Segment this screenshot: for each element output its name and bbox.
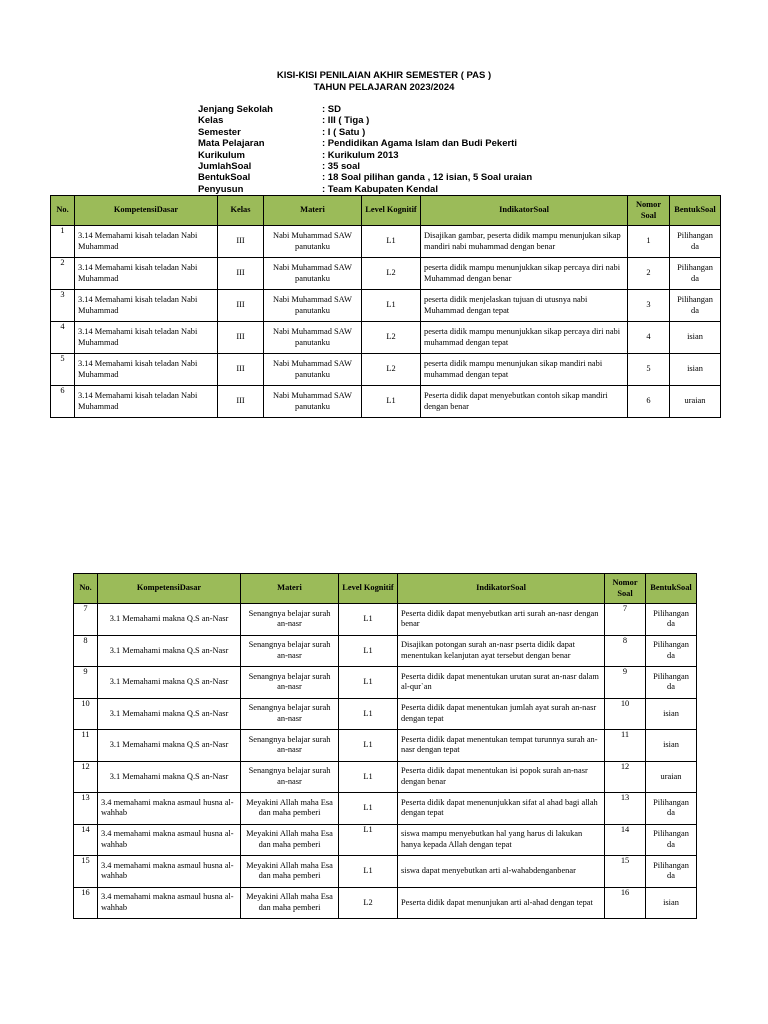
- info-value: : Kurikulum 2013: [322, 149, 399, 161]
- table-header-row: [51, 196, 721, 226]
- cell-nomor: 16: [605, 887, 646, 919]
- cell-bentuk: isian: [646, 730, 697, 762]
- cell-no: 13: [74, 793, 98, 825]
- cell-materi: Meyakini Allah maha Esa dan maha pemberi: [241, 856, 339, 888]
- cell-no: 12: [74, 761, 98, 793]
- cell-no: 1: [51, 226, 75, 258]
- cell-kelas: III: [218, 290, 264, 322]
- cell-level: L1: [339, 824, 398, 856]
- info-row: [198, 172, 532, 183]
- info-label: Semester: [198, 126, 241, 138]
- cell-level: L1: [339, 635, 398, 667]
- table-row: [51, 354, 721, 386]
- table-row: [74, 635, 697, 667]
- cell-level: L1: [362, 226, 421, 258]
- cell-no: 8: [74, 635, 98, 667]
- cell-bentuk: uraian: [670, 386, 721, 418]
- table-row: [74, 761, 697, 793]
- cell-level: L2: [339, 887, 398, 919]
- info-value: : I ( Satu ): [322, 126, 366, 138]
- cell-no: 5: [51, 354, 75, 386]
- cell-kompetensi: 3.1 Memahami makna Q.S an-Nasr: [98, 667, 241, 699]
- cell-bentuk: Pilihangan da: [646, 793, 697, 825]
- info-label: Jenjang Sekolah: [198, 104, 273, 115]
- cell-level: L1: [339, 793, 398, 825]
- info-row: [198, 138, 532, 149]
- info-row: [198, 115, 532, 126]
- cell-bentuk: isian: [646, 887, 697, 919]
- cell-bentuk: Pilihangan da: [670, 258, 721, 290]
- cell-indikator: Disajikan gambar, peserta didik mampu menunjukan sikap mandiri nabi muhammad dengan benar: [421, 226, 628, 258]
- cell-level: L2: [362, 354, 421, 386]
- cell-materi: Senangnya belajar surah an-nasr: [241, 604, 339, 636]
- col-header-no: No.: [51, 196, 75, 226]
- info-value: : III ( Tiga ): [322, 115, 370, 127]
- cell-bentuk: Pilihangan da: [646, 856, 697, 888]
- cell-no: 2: [51, 258, 75, 290]
- cell-indikator: Disajikan potongan surah an-nasr pserta didik dapat menentukan kelanjutan ayat tersebut dengan benar: [398, 635, 605, 667]
- cell-materi: Senangnya belajar surah an-nasr: [241, 635, 339, 667]
- cell-kompetensi: 3.14 Memahami kisah teladan Nabi Muhammad: [75, 226, 218, 258]
- col-header-materi: Materi: [264, 196, 362, 226]
- col-header-bentuk: BentukSoal: [646, 574, 697, 604]
- col-header-no: No.: [74, 574, 98, 604]
- document-title: KISI-KISI PENILAIAN AKHIR SEMESTER ( PAS ): [276, 70, 492, 81]
- cell-kompetensi: 3.1 Memahami makna Q.S an-Nasr: [98, 730, 241, 762]
- cell-materi: Senangnya belajar surah an-nasr: [241, 667, 339, 699]
- cell-no: 7: [74, 604, 98, 636]
- col-header-level: Level Kognitif: [339, 574, 398, 604]
- cell-nomor: 1: [628, 226, 670, 258]
- cell-nomor: 3: [628, 290, 670, 322]
- cell-nomor: 7: [605, 604, 646, 636]
- cell-kelas: III: [218, 386, 264, 418]
- cell-materi: Nabi Muhammad SAW panutanku: [264, 322, 362, 354]
- cell-indikator: peserta didik menjelaskan tujuan di utusnya nabi Muhammad dengan tepat: [421, 290, 628, 322]
- cell-bentuk: Pilihangan da: [670, 290, 721, 322]
- cell-kompetensi: 3.14 Memahami kisah teladan Nabi Muhammad: [75, 290, 218, 322]
- table-row: [74, 698, 697, 730]
- cell-nomor: 10: [605, 698, 646, 730]
- cell-no: 3: [51, 290, 75, 322]
- table-row: [74, 667, 697, 699]
- cell-no: 11: [74, 730, 98, 762]
- table-row: [51, 258, 721, 290]
- cell-level: L1: [339, 698, 398, 730]
- cell-nomor: 6: [628, 386, 670, 418]
- cell-indikator: siswa mampu menyebutkan hal yang harus di lakukan hanya kepada Allah dengan tepat: [398, 824, 605, 856]
- col-header-indikator: IndikatorSoal: [421, 196, 628, 226]
- cell-kompetensi: 3.14 Memahami kisah teladan Nabi Muhammad: [75, 322, 218, 354]
- table-row: [51, 226, 721, 258]
- cell-kompetensi: 3.14 Memahami kisah teladan Nabi Muhammad: [75, 258, 218, 290]
- cell-indikator: Peserta didik dapat menentukan jumlah ayat surah an-nasr dengan tepat: [398, 698, 605, 730]
- cell-kelas: III: [218, 258, 264, 290]
- table-row: [74, 604, 697, 636]
- cell-materi: Senangnya belajar surah an-nasr: [241, 698, 339, 730]
- cell-level: L2: [362, 322, 421, 354]
- cell-nomor: 2: [628, 258, 670, 290]
- cell-materi: Senangnya belajar surah an-nasr: [241, 730, 339, 762]
- cell-kompetensi: 3.1 Memahami makna Q.S an-Nasr: [98, 604, 241, 636]
- cell-bentuk: isian: [670, 354, 721, 386]
- cell-nomor: 11: [605, 730, 646, 762]
- cell-materi: Nabi Muhammad SAW panutanku: [264, 290, 362, 322]
- grid-table-2: [73, 573, 697, 919]
- cell-kompetensi: 3.4 memahami makna asmaul husna al-wahhab: [98, 887, 241, 919]
- cell-kompetensi: 3.4 memahami makna asmaul husna al-wahhab: [98, 824, 241, 856]
- cell-level: L1: [362, 386, 421, 418]
- col-header-bentuk: BentukSoal: [670, 196, 721, 226]
- table-row: [74, 824, 697, 856]
- cell-bentuk: Pilihangan da: [646, 635, 697, 667]
- cell-indikator: Peserta didik dapat menenunjukkan sifat al ahad bagi allah dengan tepat: [398, 793, 605, 825]
- info-row: [198, 104, 532, 115]
- cell-kompetensi: 3.14 Memahami kisah teladan Nabi Muhammad: [75, 386, 218, 418]
- cell-level: L1: [339, 761, 398, 793]
- cell-kompetensi: 3.1 Memahami makna Q.S an-Nasr: [98, 635, 241, 667]
- cell-nomor: 9: [605, 667, 646, 699]
- cell-materi: Meyakini Allah maha Esa dan maha pemberi: [241, 824, 339, 856]
- cell-no: 4: [51, 322, 75, 354]
- info-label: Penyusun: [198, 183, 244, 195]
- cell-bentuk: uraian: [646, 761, 697, 793]
- cell-level: L1: [339, 604, 398, 636]
- info-value: : Pendidikan Agama Islam dan Budi Pekerti: [322, 138, 517, 150]
- cell-materi: Nabi Muhammad SAW panutanku: [264, 354, 362, 386]
- cell-materi: Meyakini Allah maha Esa dan maha pemberi: [241, 793, 339, 825]
- cell-kompetensi: 3.4 memahami makna asmaul husna al-wahhab: [98, 793, 241, 825]
- cell-level: L1: [339, 856, 398, 888]
- cell-kompetensi: 3.1 Memahami makna Q.S an-Nasr: [98, 698, 241, 730]
- table-row: [51, 290, 721, 322]
- info-row: [198, 127, 532, 138]
- cell-bentuk: Pilihangan da: [646, 667, 697, 699]
- cell-bentuk: isian: [646, 698, 697, 730]
- info-label: Kurikulum: [198, 149, 245, 161]
- cell-nomor: 8: [605, 635, 646, 667]
- cell-no: 15: [74, 856, 98, 888]
- cell-nomor: 12: [605, 761, 646, 793]
- info-label: Mata Pelajaran: [198, 138, 265, 150]
- document-subtitle: TAHUN PELAJARAN 2023/2024: [313, 82, 455, 93]
- cell-materi: Meyakini Allah maha Esa dan maha pemberi: [241, 887, 339, 919]
- info-row: [198, 150, 532, 161]
- info-value: : SD: [322, 104, 341, 115]
- col-header-indikator: IndikatorSoal: [398, 574, 605, 604]
- grid-table-1: [50, 195, 721, 418]
- table-row: [74, 793, 697, 825]
- cell-materi: Nabi Muhammad SAW panutanku: [264, 386, 362, 418]
- cell-bentuk: Pilihangan da: [646, 604, 697, 636]
- table-row: [74, 730, 697, 762]
- col-header-kompetensi: KompetensiDasar: [98, 574, 241, 604]
- cell-materi: Nabi Muhammad SAW panutanku: [264, 226, 362, 258]
- cell-nomor: 14: [605, 824, 646, 856]
- info-row: [198, 184, 532, 195]
- table-row: [74, 856, 697, 888]
- cell-indikator: Peserta didik dapat menentukan isi popok surah an-nasr dengan benar: [398, 761, 605, 793]
- col-header-kelas: Kelas: [218, 196, 264, 226]
- info-label: JumlahSoal: [198, 160, 252, 172]
- cell-indikator: Peserta didik dapat menunjukan arti al-ahad dengan tepat: [398, 887, 605, 919]
- cell-no: 6: [51, 386, 75, 418]
- table-row: [74, 887, 697, 919]
- info-value: : Team Kabupaten Kendal: [322, 183, 438, 195]
- cell-materi: Nabi Muhammad SAW panutanku: [264, 258, 362, 290]
- cell-nomor: 15: [605, 856, 646, 888]
- cell-indikator: Peserta didik dapat menyebutkan arti surah an-nasr dengan benar: [398, 604, 605, 636]
- cell-bentuk: Pilihangan da: [646, 824, 697, 856]
- cell-no: 10: [74, 698, 98, 730]
- info-value: : 35 soal: [322, 160, 361, 172]
- cell-indikator: peserta didik mampu menunjukkan sikap percaya diri nabi muhammad dengan tepat: [421, 322, 628, 354]
- col-header-level: Level Kognitif: [362, 196, 421, 226]
- col-header-materi: Materi: [241, 574, 339, 604]
- cell-no: 14: [74, 824, 98, 856]
- cell-level: L1: [339, 730, 398, 762]
- cell-level: L2: [362, 258, 421, 290]
- info-row: [198, 161, 532, 172]
- identity-block: [198, 104, 532, 195]
- cell-level: L1: [362, 290, 421, 322]
- cell-indikator: peserta didik mampu menunjukkan sikap percaya diri nabi Muhammad dengan benar: [421, 258, 628, 290]
- info-label: BentukSoal: [198, 172, 251, 184]
- cell-bentuk: isian: [670, 322, 721, 354]
- table-row: [51, 322, 721, 354]
- cell-no: 9: [74, 667, 98, 699]
- cell-kelas: III: [218, 322, 264, 354]
- cell-kompetensi: 3.4 memahami makna asmaul husna al-wahhab: [98, 856, 241, 888]
- col-header-nomor: Nomor Soal: [605, 574, 646, 604]
- cell-no: 16: [74, 887, 98, 919]
- info-label: Kelas: [198, 115, 224, 127]
- cell-nomor: 5: [628, 354, 670, 386]
- cell-kelas: III: [218, 226, 264, 258]
- cell-materi: Senangnya belajar surah an-nasr: [241, 761, 339, 793]
- cell-kelas: III: [218, 354, 264, 386]
- cell-indikator: Peserta didik dapat menyebutkan contoh sikap mandiri dengan benar: [421, 386, 628, 418]
- cell-level: L1: [339, 667, 398, 699]
- cell-indikator: peserta didik mampu menunjukan sikap mandiri nabi muhammad dengan tepat: [421, 354, 628, 386]
- table-row: [51, 386, 721, 418]
- cell-nomor: 4: [628, 322, 670, 354]
- table-header-row: [74, 574, 697, 604]
- cell-indikator: siswa dapat menyebutkan arti al-wahabdenganbenar: [398, 856, 605, 888]
- col-header-nomor: Nomor Soal: [628, 196, 670, 226]
- cell-bentuk: Pilihangan da: [670, 226, 721, 258]
- col-header-kompetensi: KompetensiDasar: [75, 196, 218, 226]
- cell-nomor: 13: [605, 793, 646, 825]
- info-value: : 18 Soal pilihan ganda , 12 isian, 5 Soal uraian: [322, 172, 533, 184]
- cell-indikator: Peserta didik dapat menentukan urutan surat an-nasr dalam al-qur`an: [398, 667, 605, 699]
- cell-kompetensi: 3.1 Memahami makna Q.S an-Nasr: [98, 761, 241, 793]
- cell-indikator: Peserta didik dapat menentukan tempat turunnya surah an-nasr dengan tepat: [398, 730, 605, 762]
- cell-kompetensi: 3.14 Memahami kisah teladan Nabi Muhammad: [75, 354, 218, 386]
